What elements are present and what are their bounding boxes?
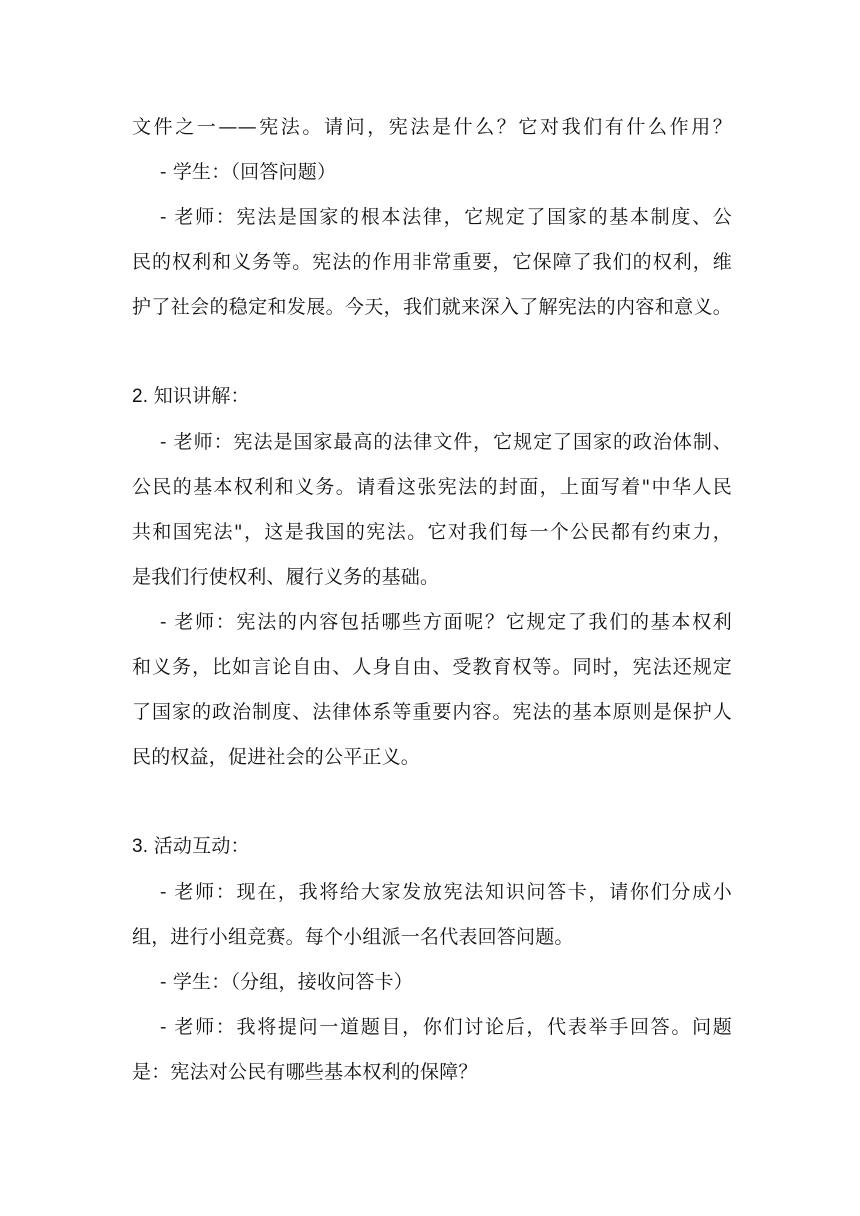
teacher-line: - 老师：宪法是国家的根本法律，它规定了国家的基本制度、公 [160, 206, 732, 228]
paragraph-line: 文件之一——宪法。请问，宪法是什么？它对我们有什么作用？ [132, 116, 732, 138]
section-heading-activity: 3. 活动互动： [132, 836, 250, 857]
paragraph-line: 是：宪法对公民有哪些基本权利的保障？ [132, 1061, 478, 1083]
paragraph-line: 是我们行使权利、履行义务的基础。 [132, 566, 440, 588]
teacher-line: - 老师：宪法的内容包括哪些方面呢？它规定了我们的基本权利 [160, 611, 732, 633]
paragraph-line: 和义务，比如言论自由、人身自由、受教育权等。同时，宪法还规定 [132, 656, 732, 678]
teacher-line: - 老师：现在，我将给大家发放宪法知识问答卡，请你们分成小 [160, 881, 732, 903]
student-line: - 学生：（分组，接收问答卡） [160, 971, 413, 993]
paragraph-line: 民的权益，促进社会的公平正义。 [132, 746, 421, 768]
section-heading-knowledge: 2. 知识讲解： [132, 386, 250, 407]
teacher-line: - 老师：宪法是国家最高的法律文件，它规定了国家的政治体制、 [160, 431, 732, 453]
teacher-line: - 老师：我将提问一道题目，你们讨论后，代表举手回答。问题 [160, 1016, 732, 1038]
student-line: - 学生：（回答问题） [160, 161, 337, 183]
paragraph-line: 公民的基本权利和义务。请看这张宪法的封面，上面写着"中华人民 [132, 476, 732, 498]
paragraph-line: 共和国宪法"，这是我国的宪法。它对我们每一个公民都有约束力， [132, 521, 732, 543]
paragraph-line: 组，进行小组竞赛。每个小组派一名代表回答问题。 [132, 926, 574, 948]
paragraph-line: 护了社会的稳定和发展。今天，我们就来深入了解宪法的内容和意义。 [132, 296, 732, 318]
paragraph-line: 了国家的政治制度、法律体系等重要内容。宪法的基本原则是保护人 [132, 701, 732, 723]
paragraph-line: 民的权利和义务等。宪法的作用非常重要，它保障了我们的权利，维 [132, 251, 732, 273]
